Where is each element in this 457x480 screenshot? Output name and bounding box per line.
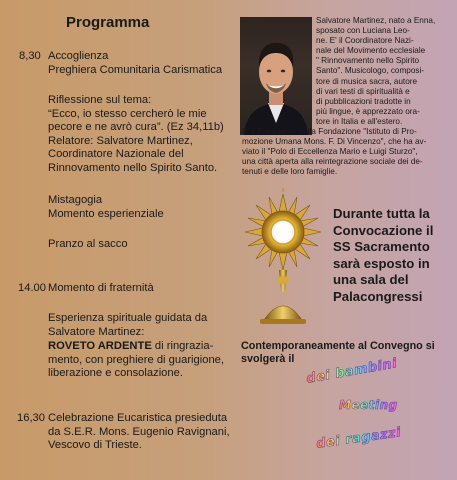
bio-line: di pubblicazioni tradotte in — [316, 96, 411, 106]
program-line: Mistagogia — [48, 194, 103, 206]
program-time: 14.00 — [18, 282, 46, 294]
program-line: Salvatore Martinez: — [48, 325, 145, 338]
bio-line: tenuti e delle loro famiglie. — [242, 167, 338, 177]
notice-line: sarà esposto in — [333, 255, 430, 271]
roveto-lead-rest: di ringrazia- — [151, 340, 214, 352]
bio-line: tore in Italia e all'estero. — [316, 116, 403, 126]
program-line: “Ecco, io stesso cercherò le mie — [48, 107, 207, 120]
bio-line: sposato con Luciana Leo- — [316, 26, 410, 36]
bio-line: una città aperta alla reintegrazione sociale dei de- — [242, 157, 423, 167]
speaker-bio-continued — [242, 127, 426, 177]
bio-line: " Rinnovamento nello Spirito — [316, 56, 420, 66]
contemporary-line: svolgerà il — [241, 353, 295, 365]
bio-line: Salvatore Martinez, nato a Enna, — [316, 16, 436, 25]
program-title: Programma — [66, 14, 150, 31]
notice-line: una sala del — [333, 272, 409, 287]
sacrament-notice — [333, 206, 433, 305]
program-line: Relatore: Salvatore Martinez, — [48, 134, 193, 147]
bio-line: tore di musica sacra, autore — [316, 76, 418, 86]
program-line: Vescovo di Trieste. — [48, 439, 142, 451]
roveto-ardente-label: ROVETO ARDENTE — [48, 340, 152, 352]
bio-line: più lingue, è apprezzato ora- — [316, 106, 420, 116]
notice-line: Palacongressi — [333, 288, 423, 304]
notice-line: SS Sacramento — [333, 239, 430, 254]
wordart-dei-ragazzi: dei ragazzi — [315, 425, 403, 452]
wordart-dei-bambini: dei bambini — [305, 356, 399, 387]
notice-line: Durante tutta la — [333, 206, 430, 221]
program-line: da S.E.R. Mons. Eugenio Ravignani, — [48, 425, 230, 438]
program-line: Riflessione sul tema: — [48, 94, 152, 106]
program-line: pecore e ne avrò cura”. (Ez 34,11b) — [48, 121, 224, 133]
portrait-image — [240, 17, 312, 135]
speaker-bio — [316, 16, 435, 127]
bio-line: mozione Umana Mons. F. Di Vincenzo", che ha av- — [242, 137, 427, 147]
program-time: 16,30 — [17, 412, 45, 424]
program-line: Esperienza spirituale guidata da — [48, 312, 208, 324]
wordart-meeting: Meeting — [339, 398, 398, 412]
program-line: Accoglienza — [48, 50, 109, 62]
bio-line: di vari testi di spiritualità e — [316, 86, 410, 96]
program-line: liberazione e consolazione. — [48, 367, 183, 379]
contemporary-line: Contemporaneamente al Convegno si — [241, 340, 435, 352]
program-line: Momento di fraternità — [48, 282, 154, 294]
bio-line: viato il "Polo di Eccellenza Mario e Luigi Sturzo", — [242, 147, 418, 157]
bio-line: nale del Movimento ecclesiale — [316, 46, 426, 56]
program-line: mento, con preghiere di guarigione, — [48, 353, 225, 366]
program-time: 8,30 — [19, 50, 41, 62]
program-line: Rinnovamento nello Spirito Santo. — [48, 161, 218, 174]
bio-line: E' il Presidente della Fondazione "Istituto di Pro- — [242, 127, 417, 136]
speaker-photo — [240, 17, 312, 135]
program-line: Pranzo al sacco — [48, 238, 128, 250]
notice-line: Convocazione il — [333, 222, 434, 238]
bio-line: Santo". Musicologo, composi- — [316, 66, 425, 76]
monstrance-image — [242, 188, 324, 328]
bio-line: ne. E' il Coordinatore Nazi- — [316, 36, 414, 46]
program-line: Preghiera Comunitaria Carismatica — [48, 63, 223, 76]
contemporary-notice — [241, 340, 435, 366]
program-line: Coordinatore Nazionale del — [48, 148, 184, 160]
program-line — [48, 340, 224, 354]
program-line: Momento esperienziale — [48, 207, 164, 220]
program-line: Celebrazione Eucaristica presieduta — [48, 412, 228, 424]
